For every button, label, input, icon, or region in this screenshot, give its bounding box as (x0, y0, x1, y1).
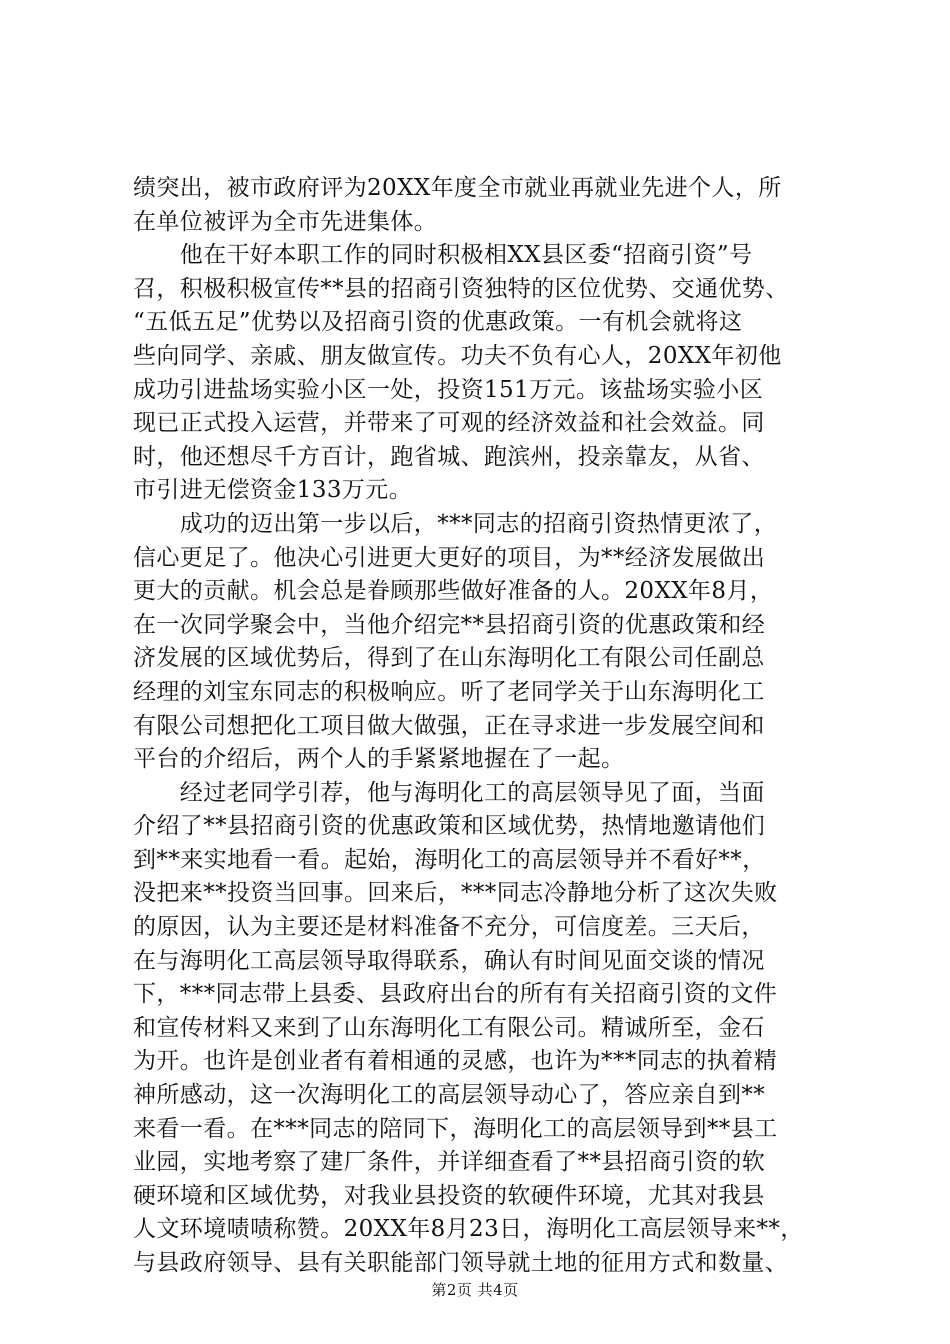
text-line: 和宣传材料又来到了山东海明化工有限公司。精诚所至，金石 (133, 1014, 765, 1041)
text-line: 来看一看。在***同志的陪同下，海明化工的高层领导到**县工 (133, 1115, 778, 1142)
text-line: 市引进无偿资金133万元。 (133, 477, 413, 504)
body-text (133, 172, 843, 1281)
text-line: 成功的迈出第一步以后，***同志的招商引资热情更浓了， (133, 510, 778, 537)
text-line: 硬环境和区域优势，对我业县投资的软硬件环境，尤其对我县 (133, 1182, 765, 1209)
text-line: 他在干好本职工作的同时积极相XX县区委“招商引资”号 (133, 242, 753, 269)
text-line: 信心更足了。他决心引进更大更好的项目，为**经济发展做出 (133, 544, 766, 571)
text-line: 神所感动，这一次海明化工的高层领导动心了，答应亲自到** (133, 1082, 766, 1109)
text-line: “五低五足”优势以及招商引资的优惠政策。一有机会就将这 (133, 309, 743, 336)
text-line: 为开。也许是创业者有着相通的灵感，也许为***同志的执着精 (133, 1048, 778, 1075)
text-line: 人文环境啧啧称赞。20XX年8月23日，海明化工高层领导来**， (133, 1216, 804, 1243)
text-line: 在与海明化工高层领导取得联系，确认有时间见面交谈的情况 (133, 947, 765, 974)
text-line: 绩突出，被市政府评为20XX年度全市就业再就业先进个人，所 (133, 175, 782, 201)
text-line: 在单位被评为全市先进集体。 (133, 208, 438, 235)
text-line: 到**来实地看一看。起始，海明化工的高层领导并不看好**， (133, 846, 766, 873)
text-line: 经理的刘宝东同志的积极响应。听了老同学关于山东海明化工 (133, 678, 765, 705)
text-line: 些向同学、亲戚、朋友做宣传。功夫不负有心人，20XX年初他 (133, 342, 782, 369)
text-line: 下，***同志带上县委、县政府出台的所有有关招商引资的文件 (133, 981, 778, 1008)
page-footer: 第2页 共4页 (431, 1281, 519, 1299)
text-line: 召，积极积极宣传**县的招商引资独特的区位优势、交通优势、 (133, 275, 789, 302)
text-line: 的原因，认为主要还是材料准备不充分，可信度差。三天后， (133, 914, 765, 941)
text-line: 业园，实地考察了建厂条件，并详细查看了**县招商引资的软 (133, 1149, 766, 1176)
text-line: 没把来**投资当回事。回来后，***同志冷静地分析了这次失败 (133, 880, 778, 907)
text-line: 平台的介绍后，两个人的手紧紧地握在了一起。 (133, 746, 625, 773)
text-line: 经过老同学引荐，他与海明化工的高层领导见了面，当面 (133, 779, 765, 806)
text-line: 在一次同学聚会中，当他介绍完**县招商引资的优惠政策和经 (133, 611, 766, 638)
text-line: 介绍了**县招商引资的优惠政策和区域优势，热情地邀请他们 (133, 813, 766, 840)
text-line: 时，他还想尽千方百计，跑省城、跑滨州，投亲靠友，从省、 (133, 443, 765, 470)
text-line: 济发展的区域优势后，得到了在山东海明化工有限公司任副总 (133, 645, 765, 672)
text-line: 有限公司想把化工项目做大做强，正在寻求进一步发展空间和 (133, 712, 765, 739)
text-line: 与县政府领导、县有关职能部门领导就土地的征用方式和数量、 (133, 1250, 789, 1276)
text-line: 更大的贡献。机会总是眷顾那些做好准备的人。20XX年8月， (133, 578, 774, 605)
text-line: 成功引进盐场实验小区一处，投资151万元。该盐场实验小区 (133, 376, 764, 403)
text-line: 现已正式投入运营，并带来了可观的经济效益和社会效益。同 (133, 410, 765, 437)
